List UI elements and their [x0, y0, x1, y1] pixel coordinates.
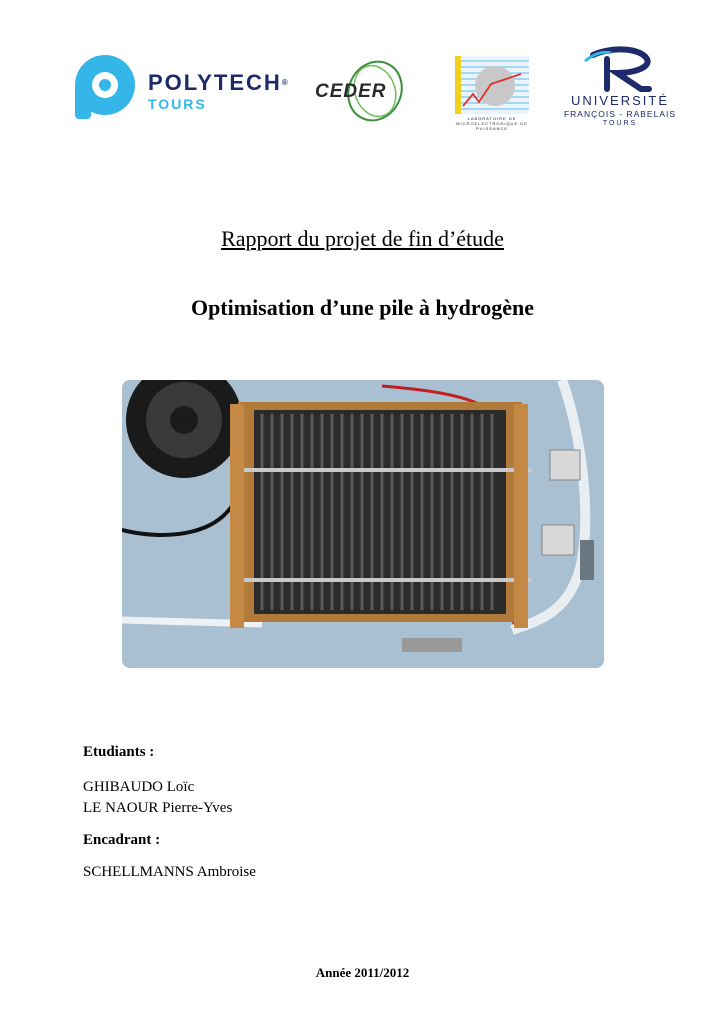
polytech-name: POLYTECH	[148, 70, 282, 95]
lmp-logo	[455, 56, 529, 136]
lmp-text: LABORATOIRE DE MICROELECTRONIQUE DE PUISSANCE	[456, 116, 528, 131]
polytech-logo-text	[148, 72, 288, 112]
fuel-cell-photo	[122, 380, 604, 668]
supervisor-label: Encadrant :	[83, 832, 161, 848]
polytech-sub: TOURS	[148, 96, 207, 112]
student-name-1: GHIBAUDO Loïc	[83, 779, 195, 795]
universite-sub: FRANÇOIS - RABELAIS	[563, 109, 677, 119]
ceder-logo	[315, 55, 415, 125]
polytech-logo-mark	[70, 52, 140, 122]
universite-logo	[555, 45, 685, 135]
universite-city: TOURS	[602, 120, 638, 127]
academic-year: Année 2011/2012	[315, 965, 410, 980]
report-title: Rapport du projet de fin d’étude	[221, 226, 504, 251]
polytech-registered: ®	[281, 78, 288, 87]
students-label: Etudiants :	[83, 744, 155, 760]
ceder-name: CEDER	[315, 81, 387, 102]
main-title: Optimisation d’une pile à hydrogène	[190, 295, 535, 320]
universite-name: UNIVERSITÉ	[570, 93, 669, 108]
student-name-2: LE NAOUR Pierre-Yves	[83, 800, 233, 816]
supervisor-name: SCHELLMANNS Ambroise	[83, 864, 256, 880]
